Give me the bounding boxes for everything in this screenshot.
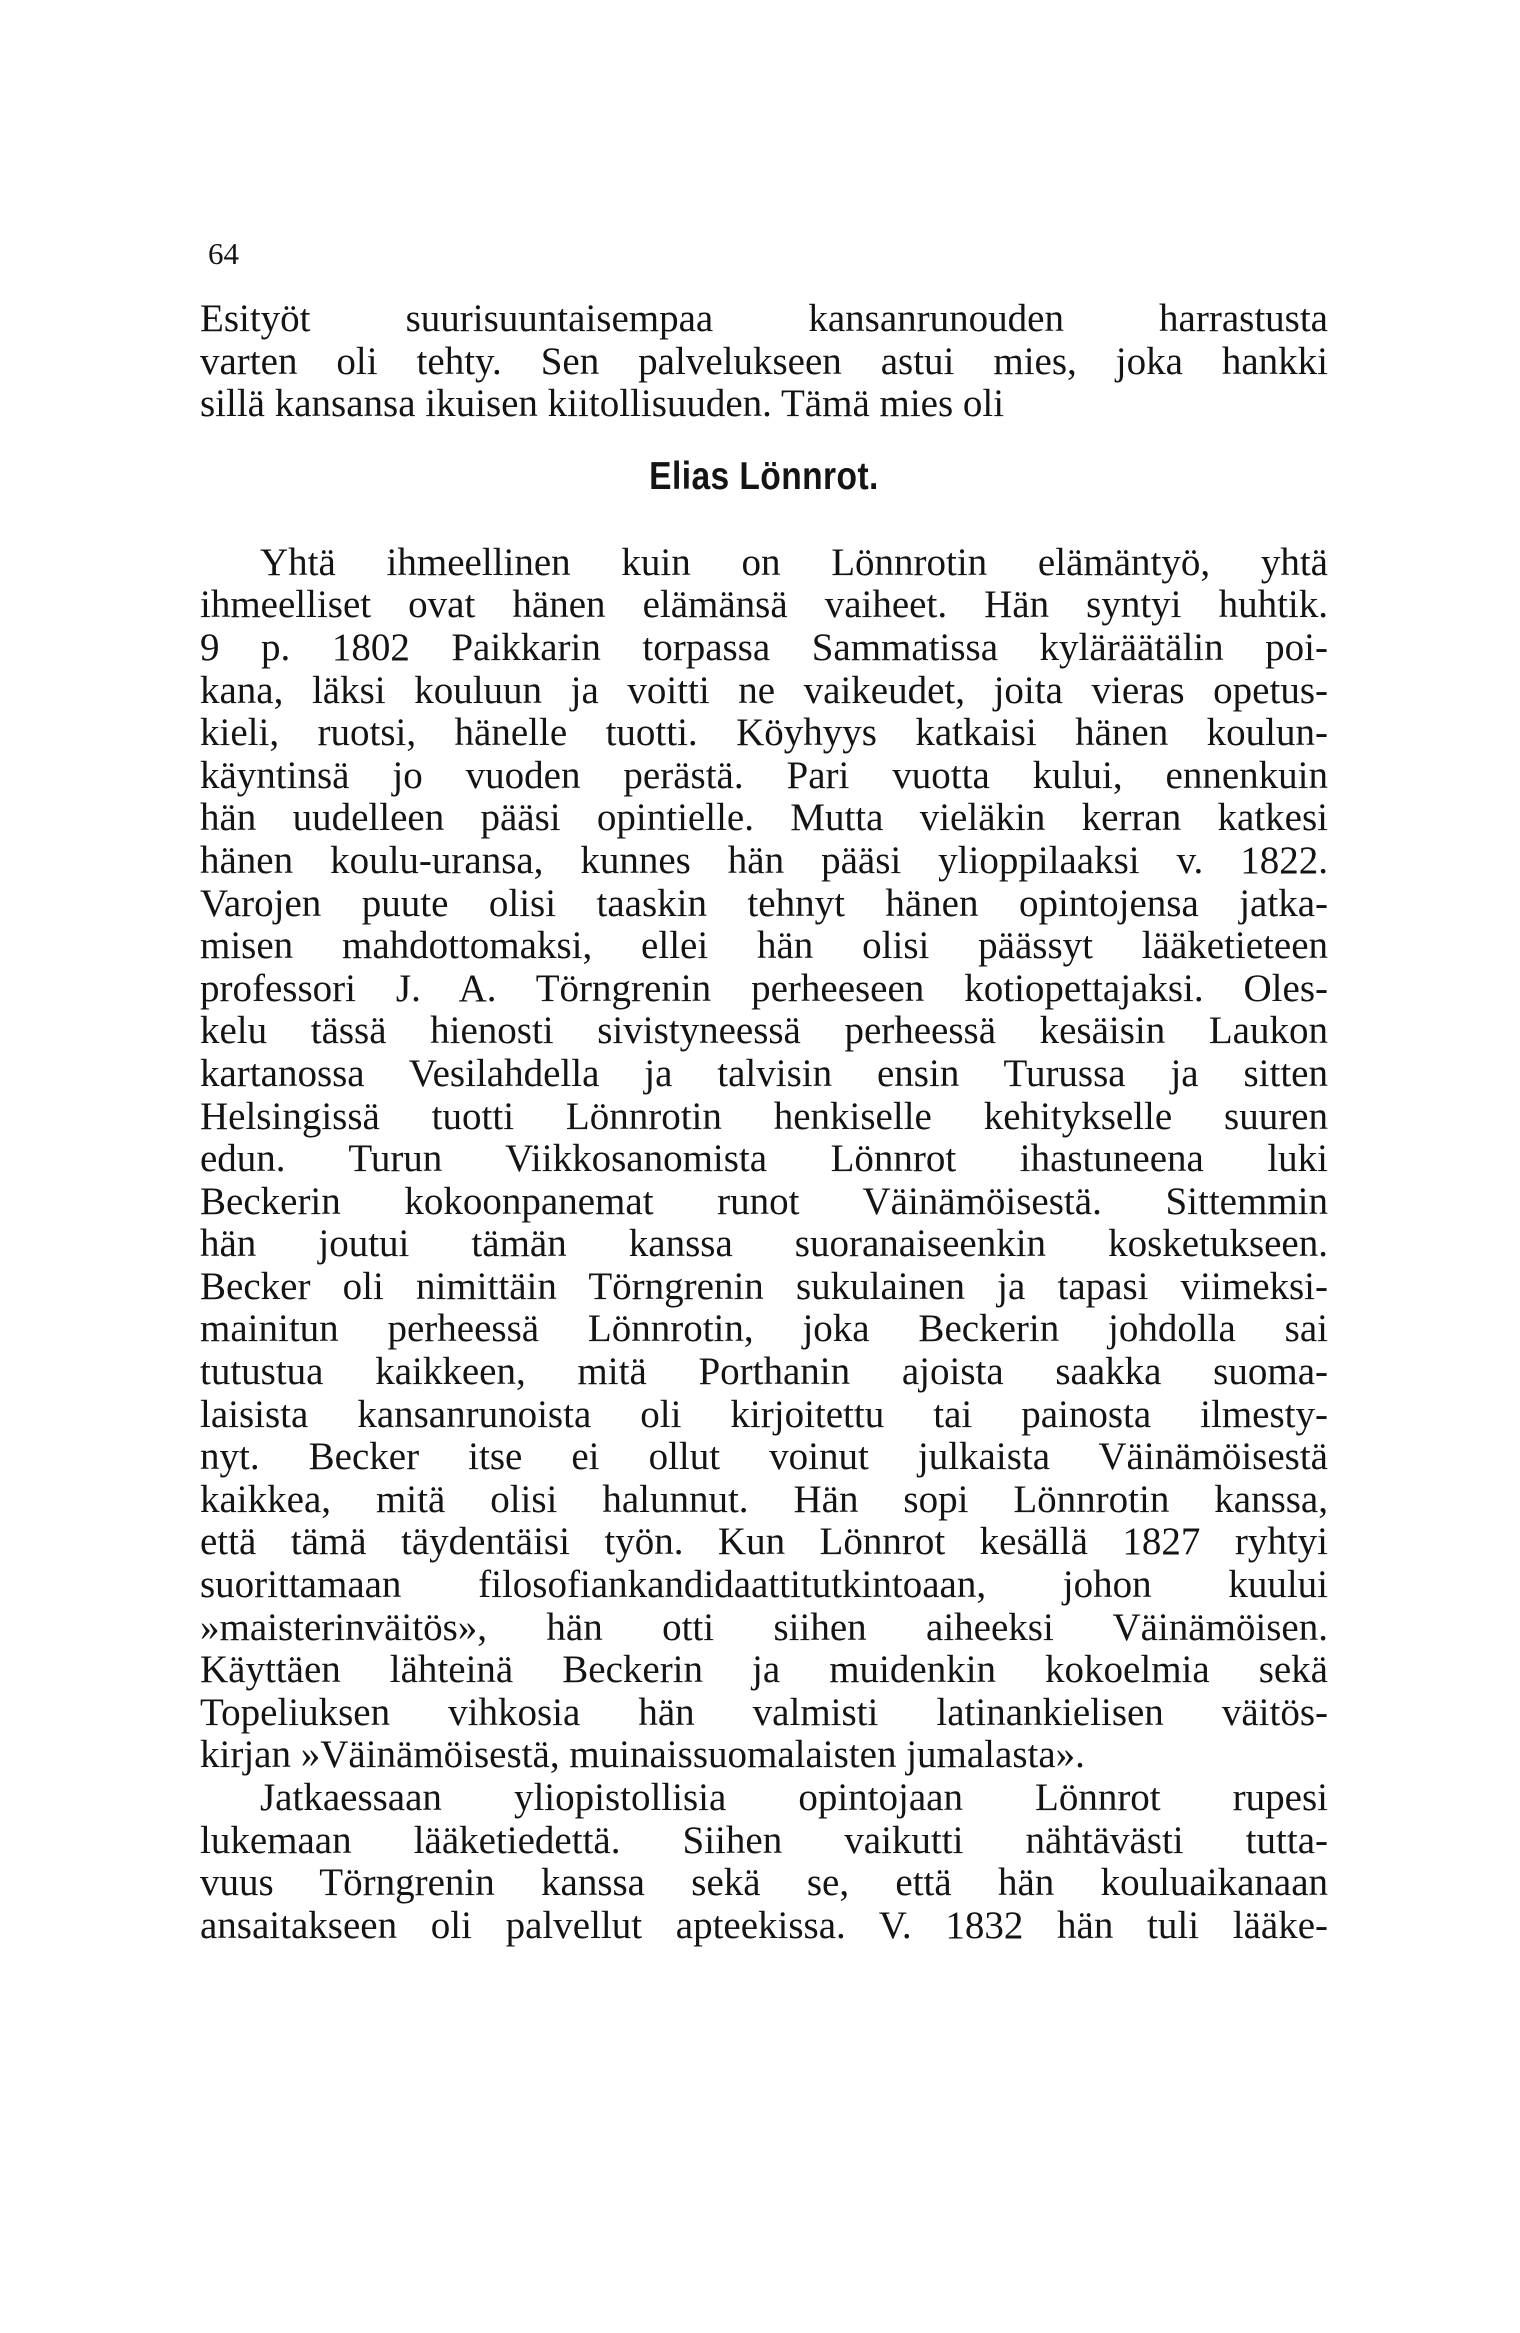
text-line: Yhtä ihmeellinen kuin on Lönnrotin elämäntyö, yhtä [260, 540, 1328, 584]
text-line: suorittamaan filosofiankandidaattitutkintoaan, johon kuului [200, 1563, 1328, 1607]
spacer [200, 502, 1328, 542]
text-line: Helsingissä tuotti Lönnrotin henkiselle kehitykselle suuren [200, 1094, 1328, 1138]
text-line: misen mahdottomaksi, ellei hän olisi päässyt lääketieteen [200, 924, 1328, 968]
text-line: mainitun perheessä Lönnrotin, joka Beckerin johdolla sai [200, 1307, 1328, 1351]
text-line: että tämä täydentäisi työn. Kun Lönnrot kesällä 1827 ryhtyi [200, 1520, 1328, 1564]
text-block [200, 298, 1328, 1947]
text-line: hänen koulu-uransa, kunnes hän pääsi ylioppilaaksi v. 1822. [200, 838, 1328, 882]
text-line: Beckerin kokoonpanemat runot Väinämöisestä. Sittemmin [200, 1179, 1328, 1223]
text-line: kaikkea, mitä olisi halunnut. Hän sopi Lönnrotin kanssa, [200, 1477, 1328, 1521]
text-line: Varojen puute olisi taaskin tehnyt hänen opintojensa jatka- [200, 881, 1328, 925]
text-line: Esityöt suurisuuntaisempaa kansanrunouden harrastusta [200, 297, 1328, 340]
text-line: sillä kansansa ikuisen kiitollisuuden. Tämä mies oli [200, 382, 1005, 426]
text-line: hän joutui tämän kanssa suoranaiseenkin kosketukseen. [200, 1222, 1328, 1266]
text-line: kirjan »Väinämöisestä, muinaissuomalaisten jumalasta». [200, 1733, 1085, 1777]
text-line: ansaitakseen oli palvellut apteekissa. V. 1832 hän tuli lääke- [200, 1903, 1328, 1947]
text-line: kieli, ruotsi, hänelle tuotti. Köyhyys katkaisi hänen koulun- [200, 711, 1328, 755]
text-line: tutustua kaikkeen, mitä Porthanin ajoista saakka suoma- [200, 1350, 1328, 1394]
text-line: edun. Turun Viikkosanomista Lönnrot ihastuneena luki [200, 1137, 1328, 1181]
text-line: vuus Törngrenin kanssa sekä se, että hän kouluaikanaan [200, 1861, 1328, 1905]
text-line: professori J. A. Törngrenin perheeseen kotiopettajaksi. Oles- [200, 966, 1328, 1010]
text-line: nyt. Becker itse ei ollut voinut julkaista Väinämöisestä [200, 1435, 1328, 1479]
text-line: lukemaan lääketiedettä. Siihen vaikutti nähtävästi tutta- [200, 1818, 1328, 1862]
text-line: käyntinsä jo vuoden perästä. Pari vuotta kului, ennenkuin [200, 753, 1328, 797]
text-line: kana, läksi kouluun ja voitti ne vaikeudet, joita vieras opetus- [200, 668, 1328, 712]
text-line: kartanossa Vesilahdella ja talvisin ensin Turussa ja sitten [200, 1051, 1328, 1095]
text-line: Becker oli nimittäin Törngrenin sukulainen ja tapasi viimeksi- [200, 1264, 1328, 1308]
text-line: Topeliuksen vihkosia hän valmisti latinankielisen väitös- [200, 1690, 1328, 1734]
text-line: Jatkaessaan yliopistollisia opintojaan Lönnrot rupesi [260, 1776, 1328, 1819]
text-line: kelu tässä hienosti sivistyneessä perheessä kesäisin Laukon [200, 1009, 1328, 1053]
text-line: »maisterinväitös», hän otti siihen aiheeksi Väinämöisen. [200, 1605, 1328, 1649]
page-number: 64 [208, 236, 239, 271]
text-line: 9 p. 1802 Paikkarin torpassa Sammatissa kyläräätälin poi- [200, 625, 1328, 669]
text-line: Käyttäen lähteinä Beckerin ja muidenkin kokoelmia sekä [200, 1648, 1328, 1692]
text-line: hän uudelleen pääsi opintielle. Mutta vieläkin kerran katkesi [200, 796, 1328, 840]
text-line: varten oli tehty. Sen palvelukseen astui mies, joka hankki [200, 339, 1328, 383]
text-line: laisista kansanrunoista oli kirjoitettu tai painosta ilmesty- [200, 1392, 1328, 1436]
section-heading: Elias Lönnrot. [649, 454, 879, 498]
text-line: ihmeelliset ovat hänen elämänsä vaiheet. Hän syntyi huhtik. [200, 583, 1328, 627]
spacer [200, 426, 1328, 452]
